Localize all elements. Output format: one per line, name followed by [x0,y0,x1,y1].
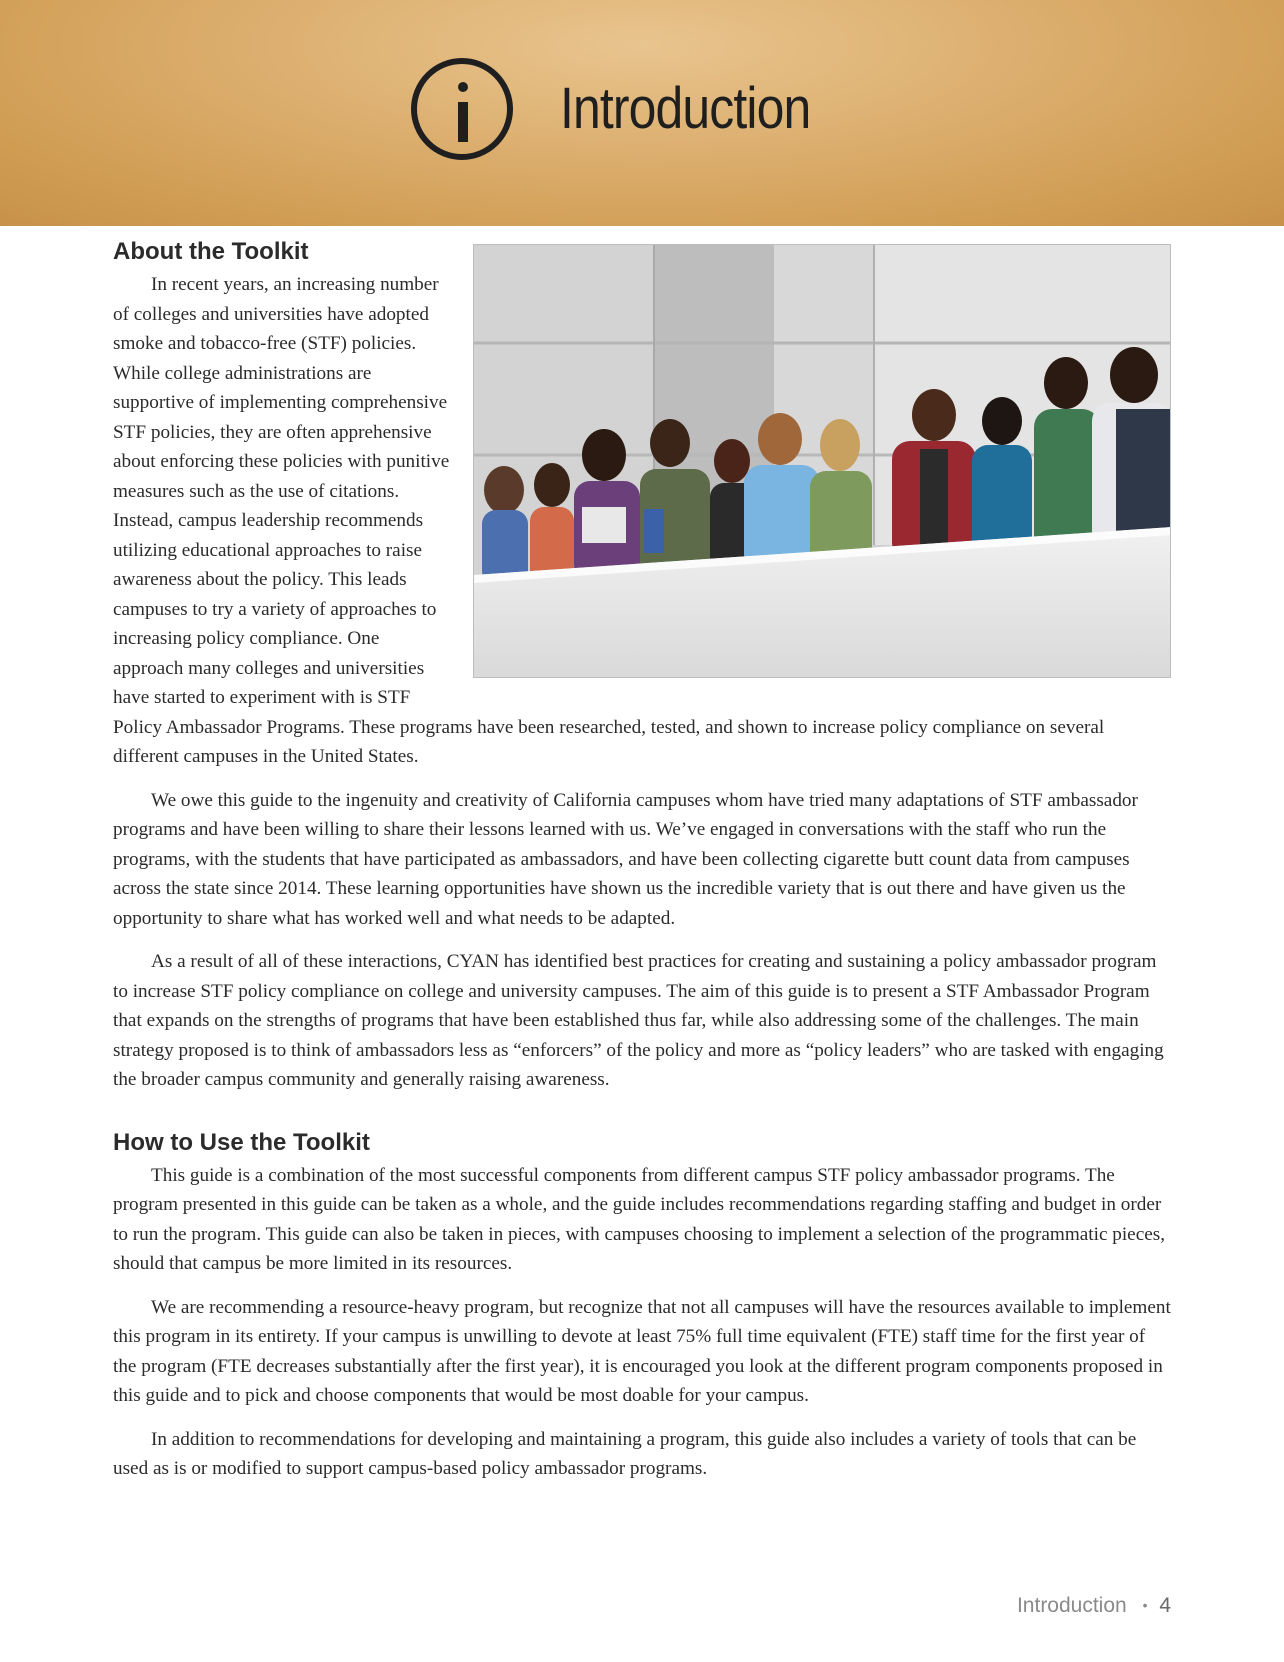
info-icon [411,58,513,160]
paragraph: We are recommending a resource-heavy program, but recognize that not all campuses will have the resources available to implement this program in its entirety. If your campus is unwilling to devote at least 75% full time equivalent (FTE) staff time for the first year of the program (FTE decreases substantially after the first year), it is encouraged you look at the different program components proposed in this guide and to pick and choose components that would be most doable for your campus. [113,1296,1171,1406]
paragraph: In addition to recommendations for developing and maintaining a program, this guide also includes a variety of tools that can be used as is or modified to support campus-based policy ambassador programs. [113,1428,1137,1479]
paragraph: This guide is a combination of the most successful components from different campus STF policy ambassador programs. The program presented in this guide can be taken as a whole, and the guide includes recommendations regarding staffing and budget in order to run the program. This guide can also be taken in pieces, with campuses choosing to implement a selection of the programmatic pieces, should that campus be more limited in its resources. [113,1164,1165,1274]
section-how-to-use [113,1129,1171,1484]
paragraph: As a result of all of these interactions, CYAN has identified best practices for creating and sustaining a policy ambassador program to increase STF policy compliance on college and university campuses. The aim of this guide is to present a STF Ambassador Program that expands on the strengths of programs that have been established thus far, while also addressing some of the challenges. The main strategy proposed is to think of ambassadors less as “enforcers” of the policy and more as “policy leaders” who are tasked with engaging the broader campus community and generally raising awareness. [113,951,1164,1090]
page-number: 4 [1159,1594,1171,1617]
page-title: Introduction [560,76,811,141]
section-heading-how-to-use: How to Use the Toolkit [113,1128,370,1156]
main-content [113,238,1171,1498]
page-footer [1017,1594,1171,1618]
section-heading-about: About the Toolkit [113,238,309,265]
footer-separator: • [1142,1597,1148,1613]
footer-label: Introduction [1016,1594,1127,1617]
header-banner [0,0,1284,226]
students-photo [473,244,1171,678]
paragraph: We owe this guide to the ingenuity and creativity of California campuses whom have tried many adaptations of STF ambassador programs and have been willing to share their lessons learned with us. We’ve engaged in conversations with the staff who run the programs, with the students that have participated as ambassadors, and have been collecting cigarette butt count data from campuses across the state since 2014. These learning opportunities have shown us the incredible variety that is out there and have given us the opportunity to share what has worked well and what needs to be adapted. [113,789,1138,929]
paragraph: In recent years, an increasing number of colleges and universities have adopted smoke and tobacco-free (STF) policies. While college administrations are supportive of implementing comprehensive STF policies, they are often apprehensive about enforcing these policies with punitive measures such as the use of citations. Instead, campus leadership recommends utilizing educational approaches to raise awareness about the policy. This leads campuses to try a variety of approaches to increasing policy compliance. One approach many colleges and universities have started to experiment with is STF Policy Ambassador Programs. These programs have been researched, tested, and shown to increase policy compliance on several different campuses in the United States. [113,274,1105,767]
